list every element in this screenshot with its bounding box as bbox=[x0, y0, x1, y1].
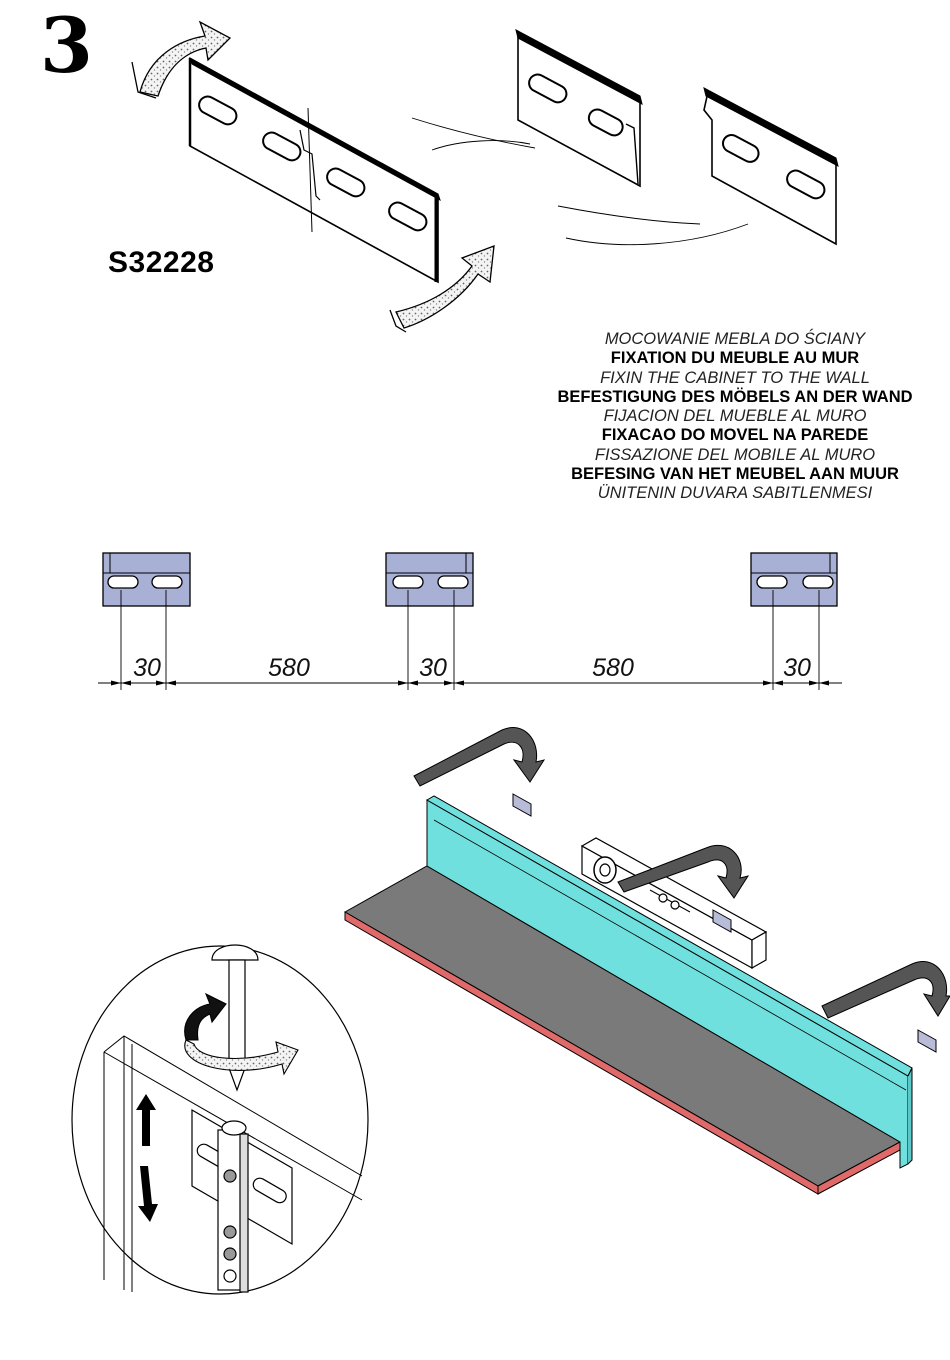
dimension-label: 580 bbox=[268, 654, 310, 682]
instruction-line-es: FIJACION DEL MUEBLE AL MURO bbox=[603, 407, 867, 426]
wall-bracket-rail bbox=[190, 58, 440, 282]
split-bracket-left bbox=[516, 30, 642, 186]
instruction-line-tr: ÜNITENIN DUVARA SABITLENMESI bbox=[597, 484, 873, 503]
part-code-label: S32228 bbox=[108, 246, 215, 279]
bracket-1 bbox=[103, 553, 190, 606]
bracket-3 bbox=[751, 553, 837, 606]
dimension-label: 580 bbox=[592, 654, 634, 682]
step-number: 3 bbox=[40, 1, 93, 90]
instruction-line-it: FISSAZIONE DEL MOBILE AL MURO bbox=[594, 445, 876, 464]
dimension-label: 30 bbox=[419, 654, 447, 682]
instruction-line-en: FIXIN THE CABINET TO THE WALL bbox=[600, 368, 870, 387]
instruction-line-pl: MOCOWANIE MEBLA DO ŚCIANY bbox=[604, 330, 866, 348]
dimension-label: 30 bbox=[783, 654, 811, 682]
dimension-label: 30 bbox=[133, 654, 161, 682]
instruction-line-fr: FIXATION DU MEUBLE AU MUR bbox=[610, 349, 860, 368]
instruction-line-nl: BEFESING VAN HET MEUBEL AAN MUUR bbox=[571, 465, 899, 484]
instruction-line-de: BEFESTIGUNG DES MÖBELS AN DER WAND bbox=[557, 387, 913, 406]
instruction-line-pt: FIXACAO DO MOVEL NA PAREDE bbox=[601, 426, 869, 445]
detail-magnifier bbox=[72, 945, 368, 1294]
split-bracket-right bbox=[704, 88, 838, 244]
bracket-spacing-diagram bbox=[98, 553, 842, 690]
bracket-2 bbox=[386, 553, 473, 606]
